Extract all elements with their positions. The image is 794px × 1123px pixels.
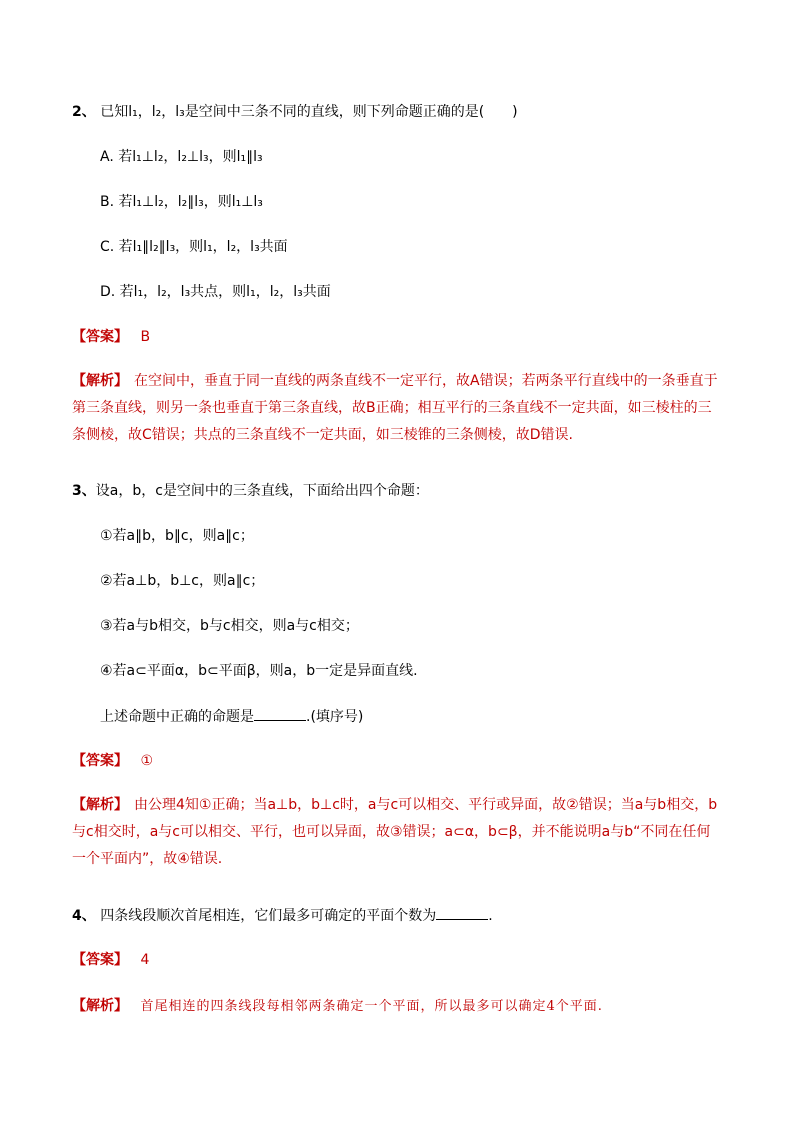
question-2-option-d: D. 若l₁，l₂，l₃共点，则l₁，l₂，l₃共面 [100, 284, 331, 300]
question-2-stem: 已知l₁，l₂，l₃是空间中三条不同的直线，则下列命题正确的是( ) [100, 104, 518, 120]
question-3-proposition-1: ①若a∥b，b∥c，则a∥c； [100, 528, 254, 544]
explanation-text: 由公理4知①正确；当a⊥b，b⊥c时，a与c可以相交、平行或异面，故②错误；当a与b相交，b与c相交时，a与c可以相交、平行，也可以异面，故③错误；a⊂α，b⊂β，并不能说明a与b“不同在任何一个平面内”，故④错误. [72, 797, 718, 867]
explanation-text: 首尾相连的四条线段每相邻两条确定一个平面，所以最多可以确定4个平面. [140, 999, 603, 1014]
question-3-proposition-4: ④若a⊂平面α，b⊂平面β，则a，b一定是异面直线. [100, 663, 418, 679]
answer-value: B [140, 329, 151, 345]
question-3-proposition-2: ②若a⊥b，b⊥c，则a∥c； [100, 573, 265, 589]
answer-tag: 【答案】 [72, 329, 128, 345]
explanation-tag: 【解析】 [72, 797, 128, 813]
question-2-answer [72, 327, 150, 347]
question-4-number: 4、 [72, 908, 96, 924]
question-3-prompt [100, 706, 363, 727]
answer-blank [436, 905, 488, 920]
question-3-answer [72, 751, 153, 771]
question-4-answer [72, 950, 149, 970]
question-4-stem: 四条线段顺次首尾相连，它们最多可确定的平面个数为 [100, 908, 437, 924]
question-2-option-c: C. 若l₁∥l₂∥l₃，则l₁，l₂，l₃共面 [100, 239, 288, 255]
question-3-stem: 设a，b，c是空间中的三条直线，下面给出四个命题： [95, 483, 429, 499]
question-3-prompt-suffix: .(填序号) [306, 709, 364, 725]
question-4-stem-suffix: . [488, 908, 493, 924]
answer-tag: 【答案】 [72, 753, 128, 769]
answer-tag: 【答案】 [72, 952, 128, 968]
answer-value: 4 [140, 952, 150, 968]
question-2-option-b: B. 若l₁⊥l₂，l₂∥l₃，则l₁⊥l₃ [100, 194, 263, 210]
question-3-prompt-text: 上述命题中正确的命题是 [100, 709, 254, 725]
question-3-explanation [72, 792, 722, 873]
question-3 [72, 481, 429, 501]
question-2-option-a: A. 若l₁⊥l₂，l₂⊥l₃，则l₁∥l₃ [100, 149, 263, 165]
explanation-tag: 【解析】 [72, 373, 128, 389]
explanation-tag: 【解析】 [72, 998, 128, 1014]
answer-blank [254, 706, 306, 721]
question-4 [72, 905, 493, 926]
question-2-explanation [72, 368, 722, 449]
question-2-number: 2、 [72, 104, 96, 120]
answer-value: ① [140, 753, 154, 769]
question-3-number: 3、 [72, 483, 96, 499]
question-3-proposition-3: ③若a与b相交，b与c相交，则a与c相交； [100, 618, 359, 634]
question-2 [72, 102, 518, 122]
explanation-text: 在空间中，垂直于同一直线的两条直线不一定平行，故A错误；若两条平行直线中的一条垂直于第三条直线，则另一条也垂直于第三条直线，故B正确；相互平行的三条直线不一定共面，如三棱柱的三条侧棱，故C错误；共点的三条直线不一定共面，如三棱锥的三条侧棱，故D错误. [72, 373, 718, 443]
question-4-explanation [72, 996, 603, 1017]
